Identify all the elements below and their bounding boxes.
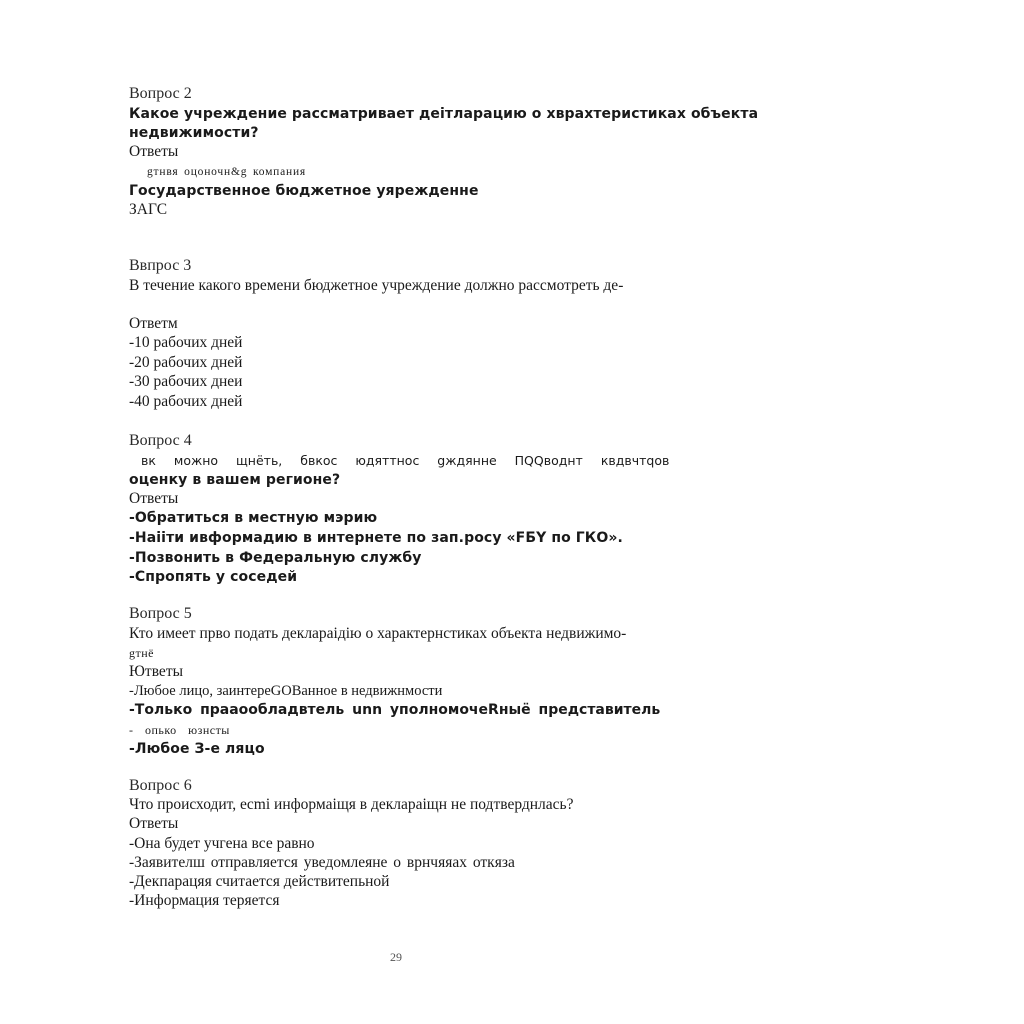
- question-4-answers-label: Ответы: [129, 490, 179, 507]
- question-6-text-line-1: Что происходит, ecmi информаiщя в деклараiщн не подтверднлась?: [129, 796, 574, 813]
- question-5-answer-4: -Любое З-е ляцо: [129, 741, 265, 757]
- question-4-text-line-1: вк можно щнёть, бвкос юдяттнос gждянне ПQQводнт квдвчтqов: [141, 453, 670, 468]
- question-3-answers-label: Ответм: [129, 315, 178, 332]
- question-2-answer-1: gтнвя оцоночн&g компания: [147, 166, 307, 178]
- question-6-answers-label: Ответы: [129, 815, 179, 832]
- question-2-answer-2: Государственное бюджетное уярежденне: [129, 183, 479, 199]
- question-6-answer-1: -Она будет учгена все равно: [129, 835, 315, 852]
- question-5-answer-1: -Любое лицо, заинтереGОВанное в недвижнмости: [129, 683, 443, 699]
- question-4-answer-2: -Наiiти ивформадию в интернете по зап.росу «FБY по ГКО».: [129, 530, 623, 546]
- question-2-text-line-1: Какое учреждение рассматривает деiтларацию о хврахтеристиках объекта: [129, 106, 759, 122]
- question-2-answers-label: Ответы: [129, 143, 179, 160]
- question-5-answer-3: - опько юзнсты: [129, 723, 230, 737]
- question-3-text-line-1: В течение какого времени бюджетное учреждение должно рассмотреть де-: [129, 277, 624, 294]
- question-6-answer-3: -Декпарацяя считается действитепьной: [129, 873, 390, 890]
- question-3-answer-2: -20 рабочих дней: [129, 354, 243, 371]
- question-3-answer-4: -40 рабочих дней: [129, 393, 243, 410]
- question-6-answer-2: -Заявителш отправляется уведомлеяне о врнчяяах откяза: [129, 854, 515, 871]
- question-5-text-line-2: gтнё: [129, 646, 154, 660]
- question-4-answer-1: -Обратиться в местную мэрию: [129, 510, 378, 526]
- question-4-answer-4: -Спропять у соседей: [129, 569, 298, 585]
- question-6-answer-4: -Информация теряется: [129, 892, 280, 909]
- question-5-answer-2: -Только праaообладвтель unn уполномочеRныё представитель: [129, 702, 661, 718]
- question-5-answers-label: Ютветы: [129, 663, 184, 680]
- question-6-title: Вопрос 6: [129, 777, 192, 794]
- question-5-text-line-1: Кто имеет прво подать деклараiдiю о характернстиках объекта недвижимо-: [129, 625, 627, 642]
- question-5-title: Вопрос 5: [129, 605, 192, 622]
- question-3-title: Ввпрос 3: [129, 257, 192, 274]
- question-4-answer-3: -Позвонить в Федеральную службу: [129, 550, 422, 566]
- question-2-answer-3: ЗАГС: [129, 201, 168, 218]
- question-3-answer-1: -10 рабочих дней: [129, 334, 243, 351]
- question-2-title: Вопрос 2: [129, 85, 192, 102]
- question-4-text-line-2: оценку в вашем регионе?: [129, 472, 341, 488]
- question-4-title: Вопрос 4: [129, 432, 192, 449]
- question-3-answer-3: -30 рабочих днеи: [129, 373, 243, 390]
- question-2-text-line-2: недвижимости?: [129, 125, 259, 141]
- page-number: 29: [390, 950, 402, 964]
